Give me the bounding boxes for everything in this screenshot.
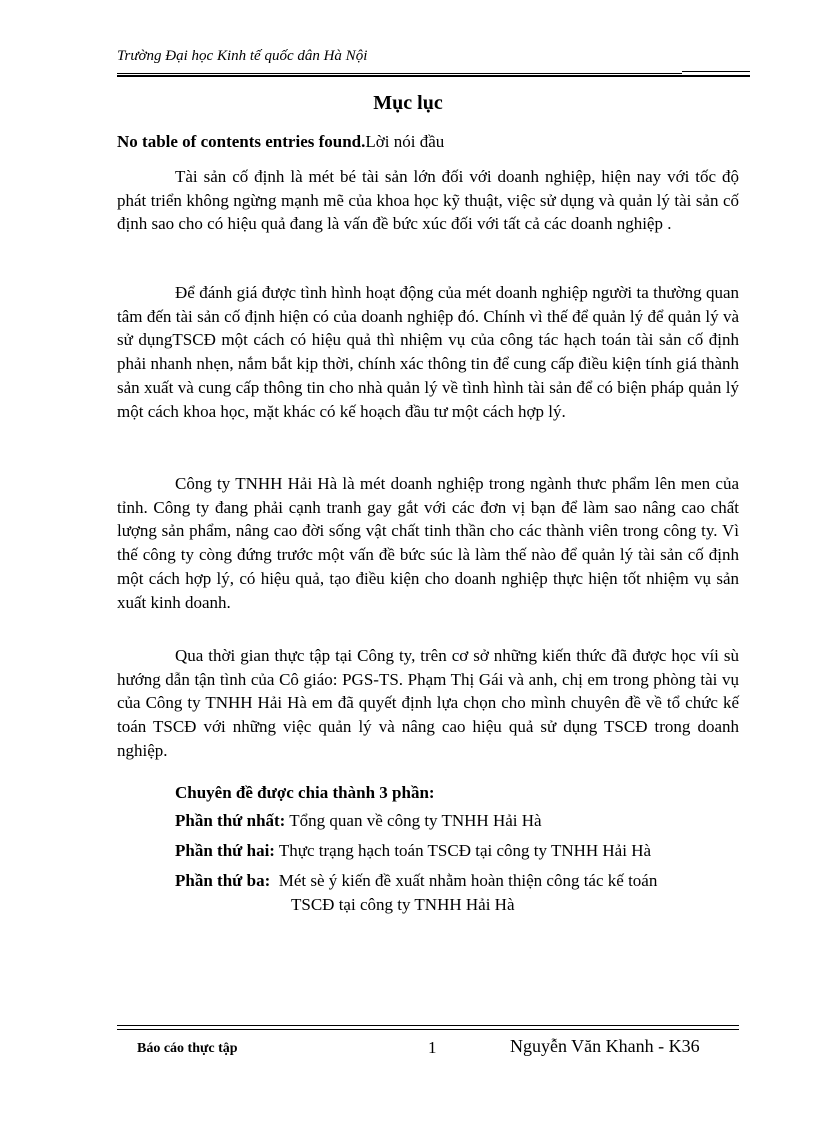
- footer-author: Nguyễn Văn Khanh - K36: [510, 1036, 700, 1056]
- footer-report-label: Báo cáo thực tập: [137, 1041, 238, 1056]
- part-3-text-line2: TSCĐ tại công ty TNHH Hải Hà: [291, 894, 515, 914]
- part-2: [175, 839, 651, 863]
- paragraph-1: Tài sản cố định là mét bé tài sản lớn đối với doanh nghiệp, hiện nay với tốc độ phát triển không ngừng mạnh mẽ của khoa học kỹ thuật, việc sử dụng và quản lý tài sản cố định sao cho có hiệu quả đang là vấn đề bức xúc đối với tất cả các doanh nghiệp .: [117, 167, 739, 234]
- header-rule-thick: [117, 75, 750, 77]
- toc-preface-label: Lời nói đầu: [365, 132, 445, 151]
- part-1-text: Tổng quan về công ty TNHH Hải Hà: [289, 811, 542, 830]
- part-1: [175, 809, 542, 833]
- header-text: Trường Đại học Kinh tế quốc dân Hà Nội: [117, 48, 368, 64]
- paragraph-4: Qua thời gian thực tập tại Công ty, trên cơ sở những kiến thức đã được học víi sù hướng dẫn tận tình của Cô giáo: PGS-TS. Phạm Thị Gái và anh, chị em trong phòng tài vụ của Công ty TNHH Hải Hà em đã quyết định lựa chọn cho mình chuyên đề về tổ chức kế toán TSCĐ với những việc quản lý và nâng cao hiệu quả sử dụng TSCĐ trong doanh nghiệp.: [117, 646, 739, 760]
- toc-empty-message: No table of contents entries found.: [117, 132, 366, 151]
- paragraph-2: Để đánh giá được tình hình hoạt động của mét doanh nghiệp người ta thường quan tâm đến tài sản cố định hiện có của doanh nghiệp đó. Chính vì thế để quản lý để quản lý và sử dụngTSCĐ một cách có hiệu quả thì nhiệm vụ của công tác hạch toán tài sản cố định phải nhanh nhẹn, nắm bắt kịp thời, chính xác thông tin để cung cấp điều kiện tính giá thành sản xuất và cung cấp thông tin cho nhà quản lý về tình hình tài sản để có biện pháp quản lý một cách khoa học, mặt khác có kế hoạch đầu tư một cách hợp lý.: [117, 283, 739, 421]
- part-1-label: Phần thứ nhất:: [175, 811, 286, 830]
- footer-page-number: 1: [428, 1038, 437, 1057]
- header-rule-short: [682, 71, 750, 72]
- paragraph-3: Công ty TNHH Hải Hà là mét doanh nghiệp trong ngành thưc phẩm lên men của tỉnh. Công ty đang phải cạnh tranh gay gắt với các đơn vị bạn để làm sao nâng cao chất lượng sản phẩm, nâng cao đời sống vật chất tinh thần cho các thành viên trong công ty. Vì thế công ty còng đứng trước một vấn đề bức súc là làm thế nào để quản lý tài sản cố định một cách hợp lý, có hiệu quả, tạo điều kiện cho doanh nghiệp thực hiện tốt nhiệm vụ sản xuất kinh doanh.: [117, 474, 739, 612]
- part-3: [175, 869, 739, 916]
- toc-line: [117, 132, 444, 152]
- header-rule-thin: [117, 73, 682, 74]
- part-3-label: Phần thứ ba:: [175, 871, 271, 890]
- footer-rule-bottom: [117, 1029, 739, 1030]
- footer-rule-top: [117, 1025, 739, 1026]
- part-3-text-line1: Mét sè ý kiến đề xuất nhằm hoàn thiện công tác kế toán: [278, 871, 658, 890]
- page-title: Mục lục: [373, 92, 443, 114]
- parts-intro-text: Chuyên đề được chia thành 3 phần:: [175, 783, 435, 802]
- parts-intro: [175, 781, 435, 805]
- part-2-label: Phần thứ hai:: [175, 841, 275, 860]
- part-2-text: Thực trạng hạch toán TSCĐ tại công ty TNHH Hải Hà: [278, 841, 652, 860]
